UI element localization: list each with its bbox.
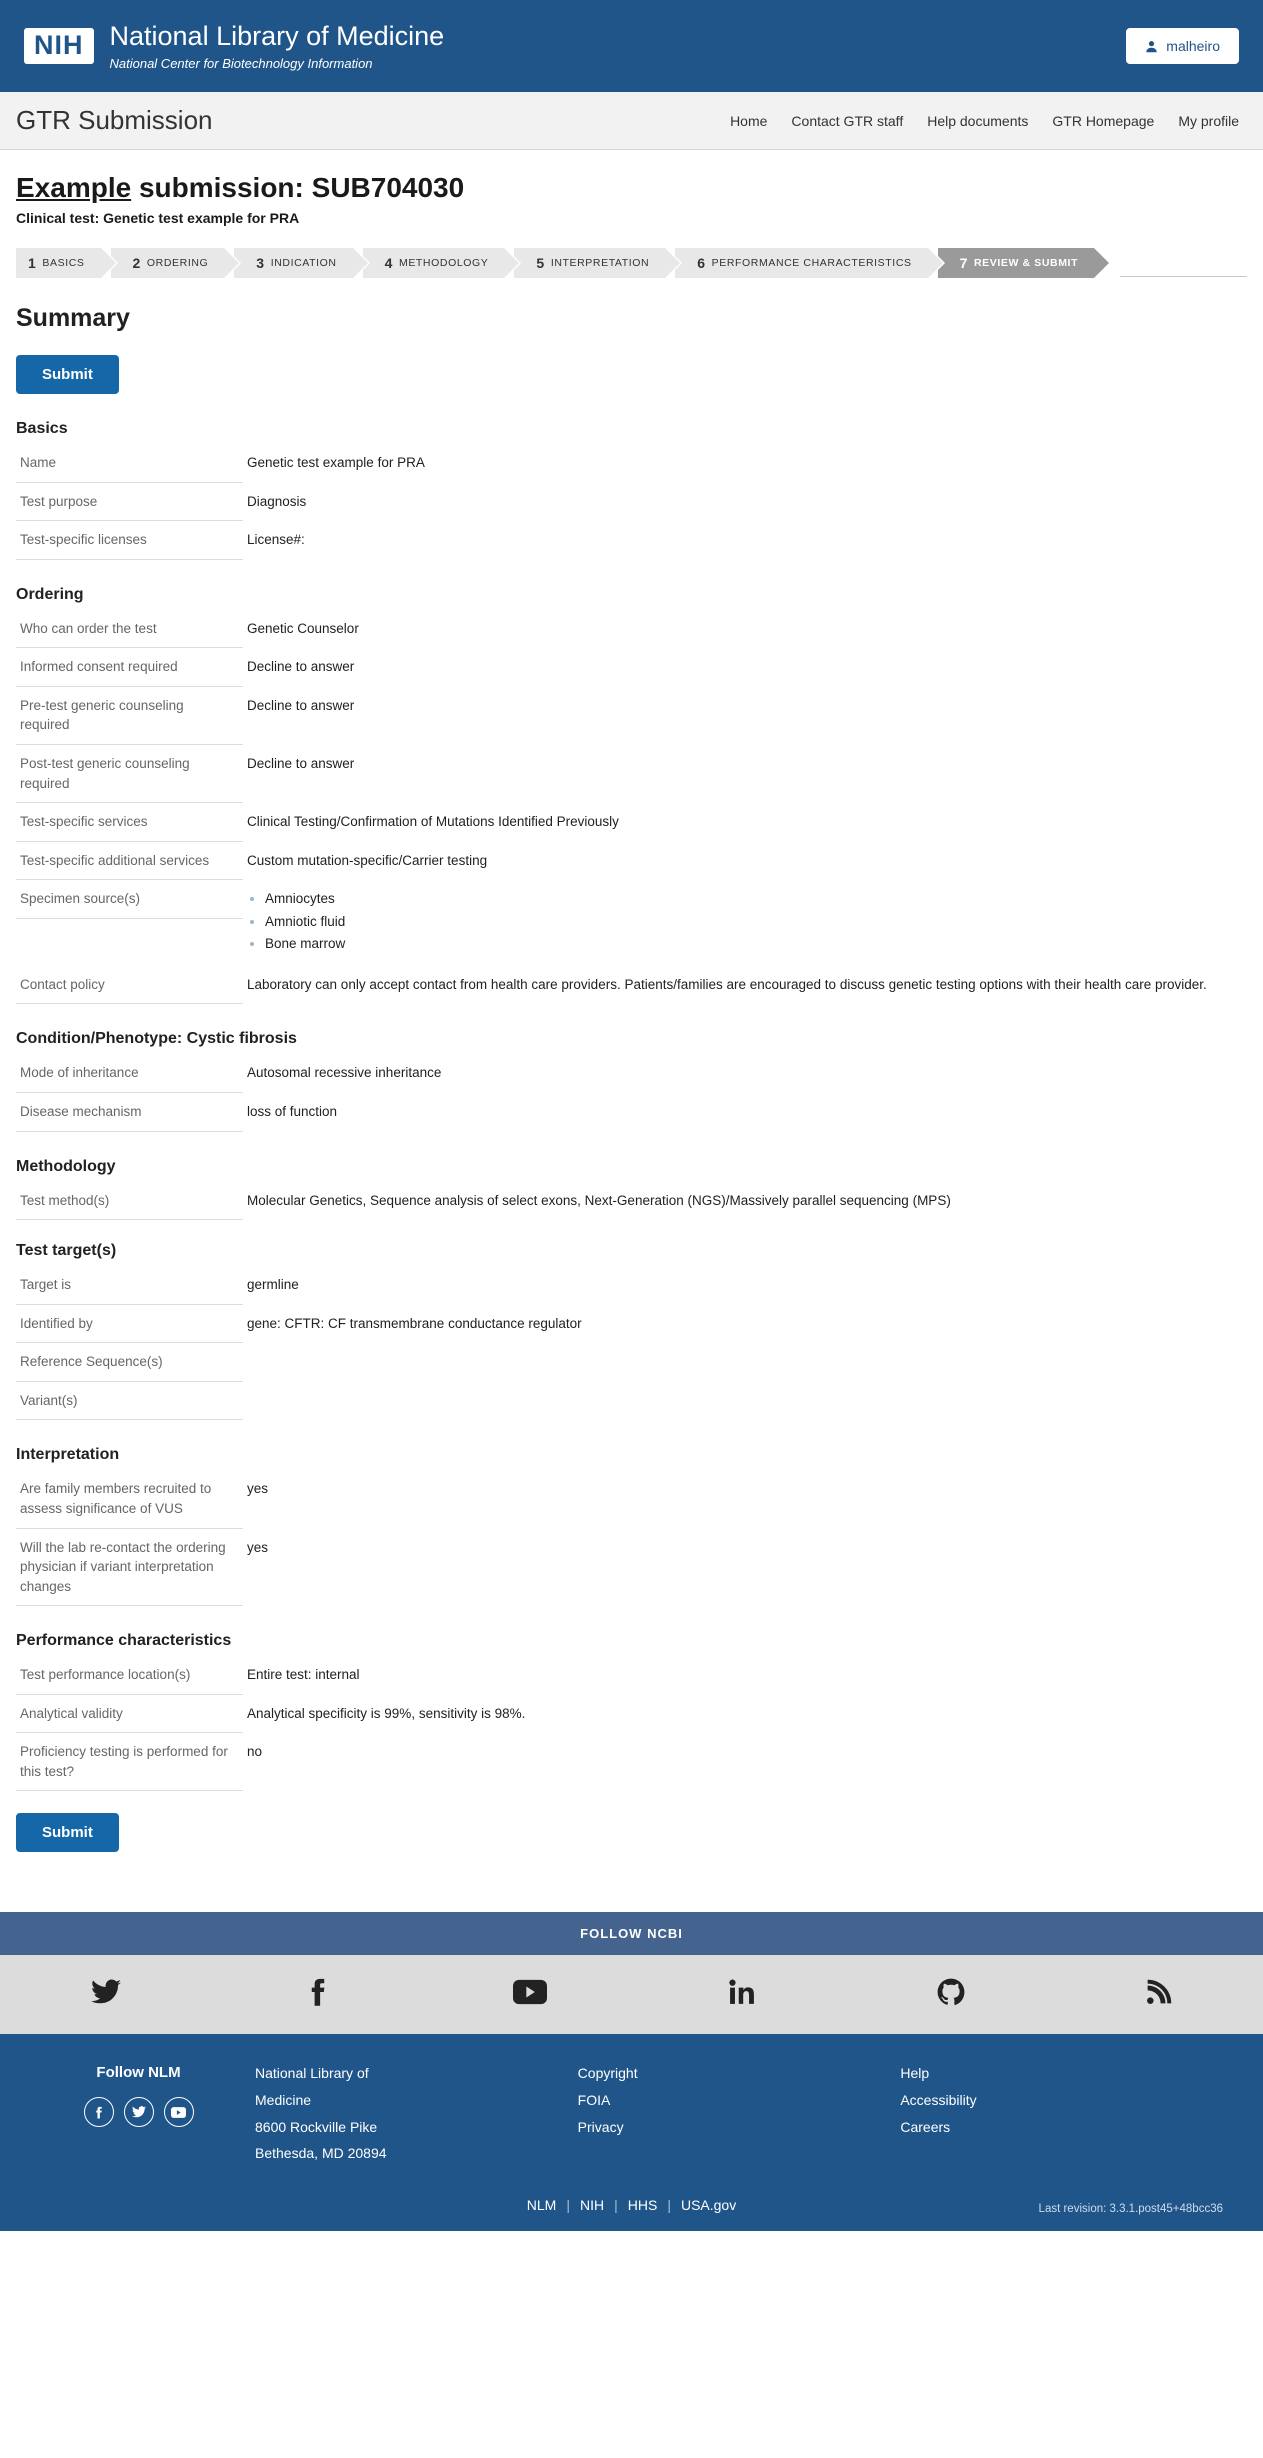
footer-link-hhs[interactable]: HHS [627, 2196, 658, 2213]
facebook-icon[interactable] [302, 1977, 332, 2012]
field-row-target-is [16, 1266, 1247, 1305]
step-tail-rule [1120, 276, 1247, 277]
field-value: Laboratory can only accept contact from health care providers. Patients/families are encouraged to discuss genetic testing options with their health care provider. [247, 976, 1207, 992]
field-row-analytical-validity [16, 1695, 1247, 1734]
field-row-family-members-vus [16, 1470, 1247, 1528]
section-heading-test-targets: Test target(s) [16, 1242, 117, 1260]
field-row-post-test-counseling [16, 745, 1247, 803]
nav-gtr-homepage[interactable]: GTR Homepage [1052, 112, 1155, 129]
list-item: • Amniotic fluid [265, 912, 1243, 932]
footer-address-line: Medicine [255, 2092, 312, 2109]
field-row-test-performance-locations [16, 1656, 1247, 1695]
field-row-name [16, 444, 1247, 483]
interpretation-rows [16, 1470, 1247, 1606]
field-value: yes [247, 1481, 269, 1497]
nih-title: National Library of Medicine [109, 21, 445, 51]
divider: | [566, 2196, 570, 2213]
page-content [0, 150, 1263, 1852]
footer-address-line: Bethesda, MD 20894 [255, 2145, 387, 2162]
footer-col-help [900, 2064, 1223, 2170]
step-number: 6 [697, 255, 706, 271]
app-bar [0, 92, 1263, 150]
field-label: Mode of inheritance [16, 1054, 243, 1093]
footer-address-line: 8600 Rockville Pike [255, 2118, 378, 2135]
footer-columns [40, 2064, 1223, 2170]
app-title: GTR Submission [16, 105, 213, 135]
nih-logo[interactable]: NIH [24, 28, 94, 64]
field-value: Decline to answer [247, 755, 355, 771]
step-review-and-submit[interactable] [938, 248, 1094, 278]
facebook-icon[interactable] [84, 2097, 114, 2127]
section-heading-condition: Condition/Phenotype: Cystic fibrosis [16, 1030, 297, 1048]
field-row-proficiency-testing [16, 1733, 1247, 1791]
footer-col-follow-nlm [40, 2064, 255, 2170]
nih-titles [110, 20, 445, 72]
linkedin-icon[interactable] [728, 1979, 756, 2010]
step-number: 2 [132, 255, 141, 271]
field-value: Molecular Genetics, Sequence analysis of select exons, Next-Generation (NGS)/Massively parallel sequencing (MPS) [247, 1192, 951, 1208]
field-label: Specimen source(s) [16, 880, 243, 919]
step-number: 1 [28, 255, 37, 271]
nav-help-documents[interactable]: Help documents [927, 112, 1029, 129]
field-row-test-specific-services [16, 803, 1247, 842]
field-value: loss of function [247, 1104, 338, 1119]
nav-contact-gtr-staff[interactable]: Contact GTR staff [791, 112, 904, 129]
nav-my-profile[interactable]: My profile [1178, 112, 1239, 129]
twitter-icon[interactable] [124, 2097, 154, 2127]
field-value: Genetic test example for PRA [247, 455, 425, 470]
field-label: Test-specific services [16, 803, 243, 842]
step-breadcrumb [16, 248, 1247, 278]
step-label: INTERPRETATION [550, 257, 650, 269]
list-item: • Amniocytes [265, 889, 1243, 909]
nih-header [0, 0, 1263, 92]
field-value [243, 1343, 1247, 1361]
youtube-icon[interactable] [164, 2097, 194, 2127]
condition-rows [16, 1054, 1247, 1131]
step-number: 4 [384, 255, 393, 271]
field-value: Entire test: internal [247, 1667, 360, 1683]
field-label: Informed consent required [16, 648, 243, 687]
footer-link-nih[interactable]: NIH [579, 2196, 605, 2213]
field-row-test-specific-additional-services [16, 842, 1247, 881]
field-label: Target is [16, 1266, 243, 1305]
field-row-variants [16, 1382, 1247, 1421]
divider: | [614, 2196, 618, 2213]
footer-link-help[interactable]: Help [900, 2065, 930, 2082]
field-label: Are family members recruited to assess significance of VUS [16, 1470, 243, 1528]
field-value: Decline to answer [247, 659, 355, 675]
basics-rows [16, 444, 1247, 560]
field-row-who-can-order [16, 610, 1247, 649]
section-heading-basics: Basics [16, 420, 68, 437]
step-label: PERFORMANCE CHARACTERISTICS [711, 257, 912, 269]
field-label: Identified by [16, 1305, 243, 1344]
field-row-identified-by [16, 1305, 1247, 1344]
field-label: Contact policy [16, 966, 243, 1005]
footer-link-careers[interactable]: Careers [900, 2118, 951, 2135]
field-value [243, 880, 1247, 966]
step-label: INDICATION [270, 257, 337, 269]
field-row-disease-mechanism [16, 1093, 1247, 1132]
field-label: Will the lab re-contact the ordering physician if variant interpretation changes [16, 1529, 243, 1607]
step-number: 7 [959, 255, 968, 271]
page-title-rest: submission: SUB704030 [131, 172, 465, 203]
summary-heading: Summary [16, 304, 130, 332]
rss-icon[interactable] [1146, 1979, 1172, 2010]
field-value: Diagnosis [247, 493, 307, 509]
methodology-rows [16, 1182, 1247, 1221]
field-label: Post-test generic counseling required [16, 745, 243, 803]
step-label: ORDERING [146, 257, 209, 269]
field-label: Disease mechanism [16, 1093, 243, 1132]
list-item: • Bone marrow [265, 934, 1243, 954]
field-row-lab-recontact [16, 1529, 1247, 1607]
field-row-specimen-sources [16, 880, 1247, 966]
footer-social-icons [40, 2097, 237, 2127]
step-performance-characteristics[interactable] [675, 248, 927, 278]
step-interpretation[interactable] [514, 248, 665, 278]
footer-link-foia[interactable]: FOIA [577, 2092, 611, 2109]
footer-link-nlm[interactable]: NLM [526, 2196, 557, 2213]
field-label: Analytical validity [16, 1695, 243, 1734]
step-methodology[interactable] [363, 248, 505, 278]
field-row-reference-sequences [16, 1343, 1247, 1382]
footer-col-legal [578, 2064, 901, 2170]
follow-ncbi-bar: FOLLOW NCBI [0, 1912, 1263, 1955]
field-value [243, 1382, 1247, 1400]
user-icon [1145, 40, 1158, 53]
specimen-source-list [247, 889, 1243, 954]
site-footer [0, 2034, 1263, 2230]
field-row-pre-test-counseling [16, 687, 1247, 745]
field-value: no [247, 1744, 263, 1760]
step-basics[interactable] [16, 248, 101, 278]
step-ordering[interactable] [111, 248, 225, 278]
footer-link-privacy[interactable]: Privacy [577, 2118, 624, 2135]
section-heading-interpretation: Interpretation [16, 1446, 120, 1464]
field-value: Clinical Testing/Confirmation of Mutations Identified Previously [247, 814, 619, 830]
field-label: Test performance location(s) [16, 1656, 243, 1695]
step-number: 5 [536, 255, 545, 271]
field-label: Proficiency testing is performed for this test? [16, 1733, 243, 1791]
field-row-test-purpose [16, 483, 1247, 522]
step-label: REVIEW & SUBMIT [974, 257, 1079, 269]
field-label: Test purpose [16, 483, 243, 522]
footer-link-copyright[interactable]: Copyright [577, 2065, 638, 2082]
page-title-prefix: Example [16, 172, 132, 203]
nav-home[interactable]: Home [730, 112, 768, 129]
field-label: Variant(s) [16, 1382, 243, 1421]
divider: | [667, 2196, 671, 2213]
youtube-icon[interactable] [513, 1979, 547, 2010]
field-label: Test-specific additional services [16, 842, 243, 881]
submit-button-bottom[interactable]: Submit [16, 1813, 119, 1852]
field-label: Pre-test generic counseling required [16, 687, 243, 745]
field-label: Name [16, 444, 243, 483]
step-number: 3 [256, 255, 265, 271]
footer-link-accessibility[interactable]: Accessibility [900, 2092, 977, 2109]
social-icon-row [0, 1955, 1263, 2034]
field-value: yes [247, 1539, 269, 1555]
field-value: Analytical specificity is 99%, sensitivity is 98%. [247, 1705, 526, 1721]
nih-branding [24, 20, 444, 72]
section-heading-ordering: Ordering [16, 585, 84, 603]
field-value: License#: [247, 532, 305, 548]
github-icon[interactable] [937, 1978, 965, 2011]
performance-rows [16, 1656, 1247, 1791]
section-heading-methodology: Methodology [16, 1157, 116, 1175]
field-label: Reference Sequence(s) [16, 1343, 243, 1382]
submit-button-top[interactable]: Submit [16, 355, 119, 394]
section-heading-performance: Performance characteristics [16, 1632, 232, 1650]
twitter-icon[interactable] [91, 1979, 121, 2010]
user-name: malheiro [1166, 38, 1220, 54]
revision-text: Last revision: 3.3.1.post45+48bcc36 [1038, 2202, 1223, 2215]
field-label: Test-specific licenses [16, 521, 243, 560]
field-value: Autosomal recessive inheritance [247, 1065, 442, 1081]
step-label: BASICS [42, 257, 85, 269]
field-value: Decline to answer [247, 697, 355, 713]
test-targets-rows [16, 1266, 1247, 1420]
user-menu-button[interactable] [1126, 28, 1239, 64]
field-row-mode-of-inheritance [16, 1054, 1247, 1093]
page-subtitle: Clinical test: Genetic test example for PRA [16, 210, 300, 226]
field-row-informed-consent [16, 648, 1247, 687]
field-label: Test method(s) [16, 1182, 243, 1221]
nih-subtitle: National Center for Biotechnology Information [109, 55, 373, 71]
footer-link-usagov[interactable]: USA.gov [680, 2196, 737, 2213]
step-indication[interactable] [234, 248, 352, 278]
field-value: germline [247, 1277, 299, 1293]
field-row-contact-policy [16, 966, 1247, 1005]
footer-bottom-links [40, 2197, 1223, 2213]
field-row-test-specific-licenses [16, 521, 1247, 560]
field-label: Who can order the test [16, 610, 243, 649]
page-title [16, 172, 1247, 204]
app-nav [730, 113, 1239, 129]
field-value: gene: CFTR: CF transmembrane conductance regulator [247, 1315, 582, 1331]
field-value: Custom mutation-specific/Carrier testing [247, 852, 488, 868]
footer-heading-follow-nlm: Follow NLM [96, 2064, 181, 2082]
ordering-rows [16, 610, 1247, 1005]
footer-address-line: National Library of [255, 2065, 369, 2082]
field-row-test-methods [16, 1182, 1247, 1221]
field-value: Genetic Counselor [247, 620, 359, 636]
footer-col-address [255, 2064, 578, 2170]
step-label: METHODOLOGY [398, 257, 489, 269]
